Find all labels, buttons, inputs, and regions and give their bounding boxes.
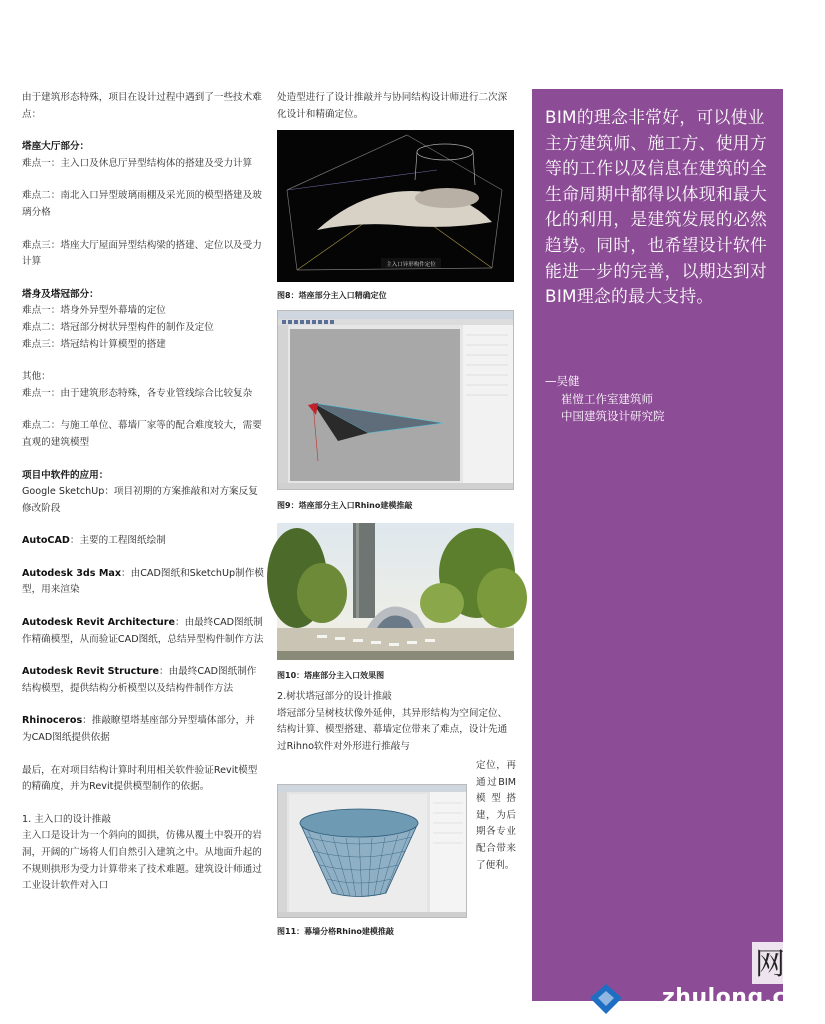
quote-org-1: 崔愷工作室建筑师 xyxy=(561,391,653,406)
lobby-heading: 塔座大厅部分： xyxy=(22,141,90,153)
figure-8-drawing xyxy=(277,130,514,282)
software-heading: 项目中软件的应用： xyxy=(22,469,109,481)
quote-org-2: 中国建筑设计研究院 xyxy=(561,409,665,423)
software-autocad-name: AutoCAD xyxy=(22,535,70,547)
software-autocad xyxy=(22,533,264,550)
other-difficulty-2: 难点二：与施工单位、幕墙厂家等的配合难度较大，需要直观的建筑模型 xyxy=(22,420,262,448)
software-rhino-desc: ：推敲瞭望塔基座部分异型墙体部分，并为CAD图纸提供依据 xyxy=(22,715,255,744)
tower-difficulty-1: 难点一：塔身外异型外幕墙的定位 xyxy=(22,305,166,317)
software-3dsmax-name: Autodesk 3ds Max xyxy=(22,567,122,579)
software-revit-structure-name: Autodesk Revit Structure xyxy=(22,666,159,678)
entrance-body: 主入口是设计为一个斜向的圆拱，仿佛从覆土中裂开的岩洞，开阔的广场将人们自然引入建筑之中。从地面升起的不规则拱形为受力计算带来了技术难题。建筑设计师通过工业设计软件对入口 xyxy=(22,830,262,892)
tower-difficulty-3: 难点三：塔冠结构计算模型的搭建 xyxy=(22,338,166,350)
entrance-heading: 1. 主入口的设计推敲 xyxy=(22,813,111,825)
section-2 xyxy=(277,689,515,755)
watermark-glyph: 网 xyxy=(755,947,785,982)
software-revit-architecture xyxy=(22,615,264,648)
figure-8-inner-label: 主入口异形构件定位 xyxy=(386,262,436,268)
figure-8-image xyxy=(277,130,514,282)
lobby-difficulty-3: 难点三：塔座大厅屋面异型结构梁的搭建、定位以及受力计算 xyxy=(22,239,262,268)
software-3dsmax-desc: ：由CAD图纸和SketchUp制作模型，用来渲染 xyxy=(22,567,264,596)
section-2-tail: 定位，再通过BIM模型搭建，为后期各专业配合带来了便利。 xyxy=(476,760,516,871)
lobby-difficulty-1: 难点一：主入口及休息厅异型结构体的搭建及受力计算 xyxy=(22,157,253,169)
quote-author: —吴健 xyxy=(545,374,580,388)
left-column xyxy=(22,90,264,895)
figure-11-caption: 图11：幕墙分格Rhino建模推敲 xyxy=(277,927,394,936)
software-rhino-name: Rhinoceros xyxy=(22,715,83,727)
other-difficulty-1: 难点一：由于建筑形态特殊，各专业管线综合比较复杂 xyxy=(22,387,253,399)
quote-panel xyxy=(532,89,783,1001)
software-revit-architecture-desc: ：由最终CAD图纸制作精确模型，从而验证CAD图纸，总结异型构件制作方法 xyxy=(22,617,264,645)
middle-column-top xyxy=(277,90,515,123)
section-2-heading: 2.树状塔冠部分的设计推敲 xyxy=(277,691,392,702)
software-rhino xyxy=(22,713,264,746)
zhulong-watermark xyxy=(562,940,791,1024)
software-final: 最后，在对项目结构计算时利用相关软件验证Revit模型的精确度，并为Revit提供模型制作的依据。 xyxy=(22,764,258,793)
section-2-body: 塔冠部分呈树枝状像外延伸，其异形结构为空间定位、结构计算、模型搭建、幕墙定位带来了难点，设计先通过Rihno软件对外形进行推敲与 xyxy=(277,707,508,752)
tower-difficulty-2: 难点二：塔冠部分树状异型构件的制作及定位 xyxy=(22,321,214,333)
figure-8-caption: 图8：塔座部分主入口精确定位 xyxy=(277,291,387,300)
figure-10-drawing xyxy=(277,523,514,660)
quote-text: BIM的理念非常好，可以使业主方建筑师、施工方、使用方等的工作以及信息在建筑的全生命周期中都得以体现和最大化的利用，是建筑发展的必然趋势。同时，也希望设计软件能进一步的完善，以期达到对BIM理念的最大支持。 xyxy=(545,107,768,307)
figure-10-caption: 图10：塔座部分主入口效果图 xyxy=(277,671,385,680)
lobby-difficulty-2: 难点二：南北入口异型玻璃雨棚及采光顶的模型搭建及玻璃分格 xyxy=(22,190,262,218)
software-revit-structure-desc: ：由最终CAD图纸制作结构模型，提供结构分析模型以及结构件制作方法 xyxy=(22,666,257,694)
software-revit-structure xyxy=(22,664,264,697)
tower-heading: 塔身及塔冠部分： xyxy=(22,288,99,300)
intro-text: 由于建筑形态特殊，项目在设计过程中遇到了一些技术难点： xyxy=(22,92,262,120)
software-3dsmax xyxy=(22,566,264,599)
watermark-text: zhulong.com xyxy=(662,985,825,1010)
figure-9-image xyxy=(277,310,514,490)
figure-10-image xyxy=(277,523,514,660)
figure-11-drawing xyxy=(278,785,466,917)
figure-9-caption: 图9：塔座部分主入口Rhino建模推敲 xyxy=(277,501,413,510)
software-sketchup: Google SketchUp：项目初期的方案推敲和对方案反复修改阶段 xyxy=(22,486,258,514)
software-revit-architecture-name: Autodesk Revit Architecture xyxy=(22,617,175,629)
quote-attribution xyxy=(545,373,665,426)
figure-11-image xyxy=(277,784,467,918)
figure-9-drawing xyxy=(278,311,513,489)
software-autocad-desc: ：主要的工程图纸绘制 xyxy=(69,535,166,547)
other-heading: 其他： xyxy=(22,371,51,383)
continued-text: 处造型进行了设计推敲并与协同结构设计师进行二次深化设计和精确定位。 xyxy=(277,92,508,120)
